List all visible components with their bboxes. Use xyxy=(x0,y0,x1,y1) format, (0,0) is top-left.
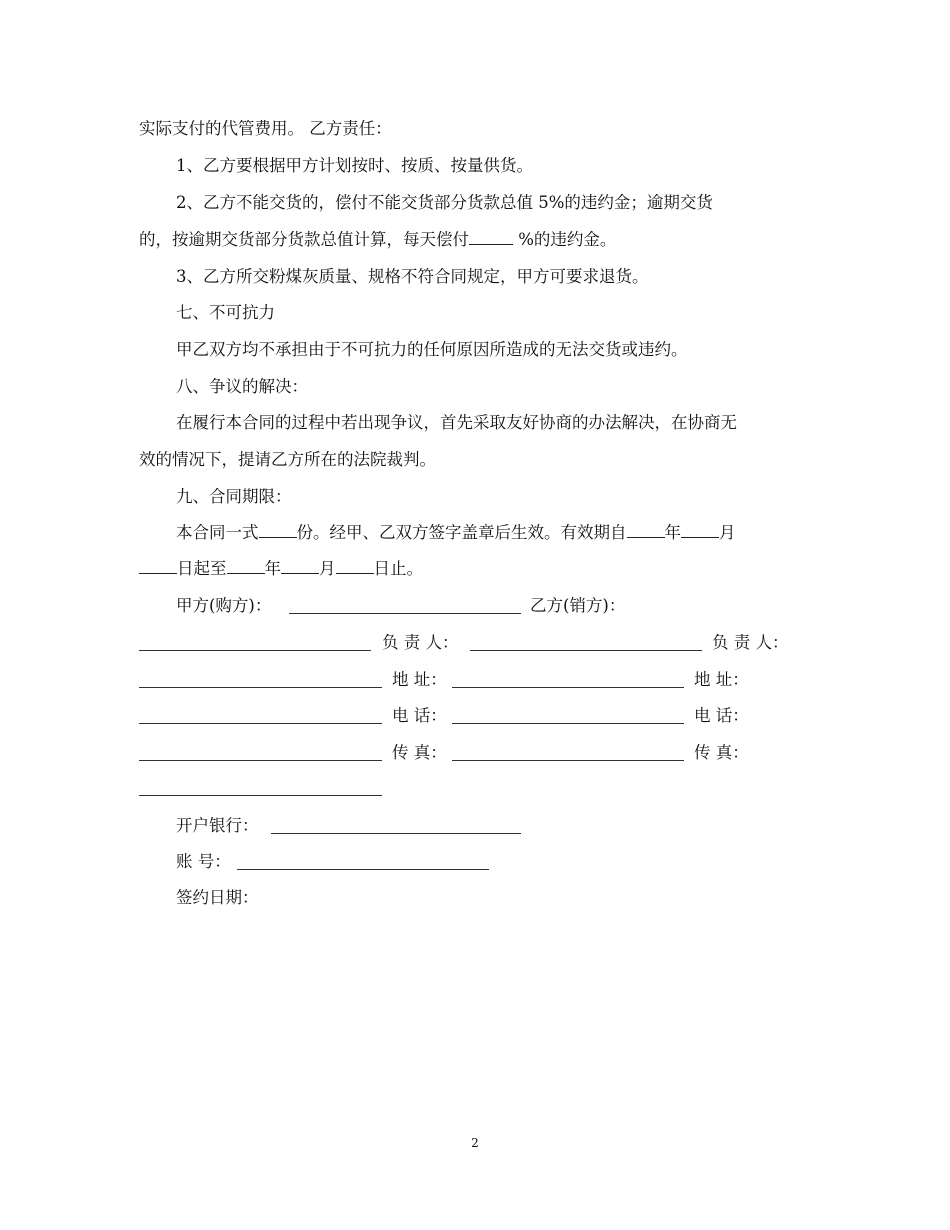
signature-line xyxy=(452,723,684,724)
blank xyxy=(259,522,297,538)
signature-line xyxy=(139,760,382,761)
account-label: 账 号： xyxy=(176,852,231,871)
signature-line xyxy=(139,795,382,796)
party-b-label: 乙方(销方)： xyxy=(530,596,626,615)
address-label: 地 址： xyxy=(694,670,749,689)
signature-line xyxy=(452,760,684,761)
clause-1: 1、乙方要根据甲方计划按时、按质、按量供货。 xyxy=(176,156,533,175)
text-segment: 月 xyxy=(719,523,736,542)
blank xyxy=(281,558,319,574)
blank xyxy=(139,558,177,574)
sign-date-label: 签约日期： xyxy=(176,888,259,907)
clause-2-cont xyxy=(139,229,616,251)
signature-line xyxy=(452,687,684,688)
text-segment: 份。经甲、乙双方签字盖章后生效。有效期自 xyxy=(296,523,627,542)
blank xyxy=(227,558,265,574)
signature-line xyxy=(271,833,521,834)
clause-3: 3、乙方所交粉煤灰质量、规格不符合同规定，甲方可要求退货。 xyxy=(176,267,649,286)
paragraph: 甲乙双方均不承担由于不可抗力的任何原因所造成的无法交货或违约。 xyxy=(176,340,688,359)
text-segment: 年 xyxy=(264,559,281,578)
responsible-person-label: 负 责 人： xyxy=(382,633,459,652)
text-segment: 月 xyxy=(319,559,336,578)
term-line-cont xyxy=(139,558,423,580)
section-heading: 八、争议的解决： xyxy=(176,377,308,396)
blank xyxy=(627,522,665,538)
clause-2: 2、乙方不能交货的，偿付不能交货部分货款总值 5%的违约金；逾期交货 xyxy=(176,193,713,212)
text-segment: 日起至 xyxy=(177,559,227,578)
blank xyxy=(681,522,719,538)
blank xyxy=(336,558,374,574)
signature-line xyxy=(139,723,382,724)
signature-line xyxy=(470,650,702,651)
party-a-label: 甲方(购方)： xyxy=(176,596,272,615)
text-segment: 本合同一式 xyxy=(176,523,259,542)
paragraph-cont: 效的情况下，提请乙方所在的法院裁判。 xyxy=(139,450,436,469)
fax-label: 传 真： xyxy=(694,743,749,762)
signature-line xyxy=(289,613,521,614)
text-segment: 日止。 xyxy=(373,559,423,578)
term-line xyxy=(176,522,736,544)
bank-label: 开户银行： xyxy=(176,816,259,835)
phone-label: 电 话： xyxy=(392,706,447,725)
section-heading: 九、合同期限： xyxy=(176,487,292,506)
signature-line xyxy=(139,687,382,688)
page-number: 2 xyxy=(471,1136,479,1150)
signature-line xyxy=(139,650,371,651)
text-segment: 的，按逾期交货部分货款总值计算，每天偿付 xyxy=(139,230,469,249)
text-segment: 年 xyxy=(664,523,681,542)
phone-label: 电 话： xyxy=(694,706,749,725)
responsible-person-label: 负 责 人： xyxy=(712,633,789,652)
fax-label: 传 真： xyxy=(392,743,447,762)
section-heading: 七、不可抗力 xyxy=(176,303,275,322)
text-line: 实际支付的代管费用。 乙方责任： xyxy=(139,119,392,138)
address-label: 地 址： xyxy=(392,670,447,689)
paragraph: 在履行本合同的过程中若出现争议，首先采取友好协商的办法解决，在协商无 xyxy=(176,413,737,432)
text-segment: %的违约金。 xyxy=(518,230,617,249)
blank xyxy=(469,229,513,245)
signature-line xyxy=(237,869,489,870)
